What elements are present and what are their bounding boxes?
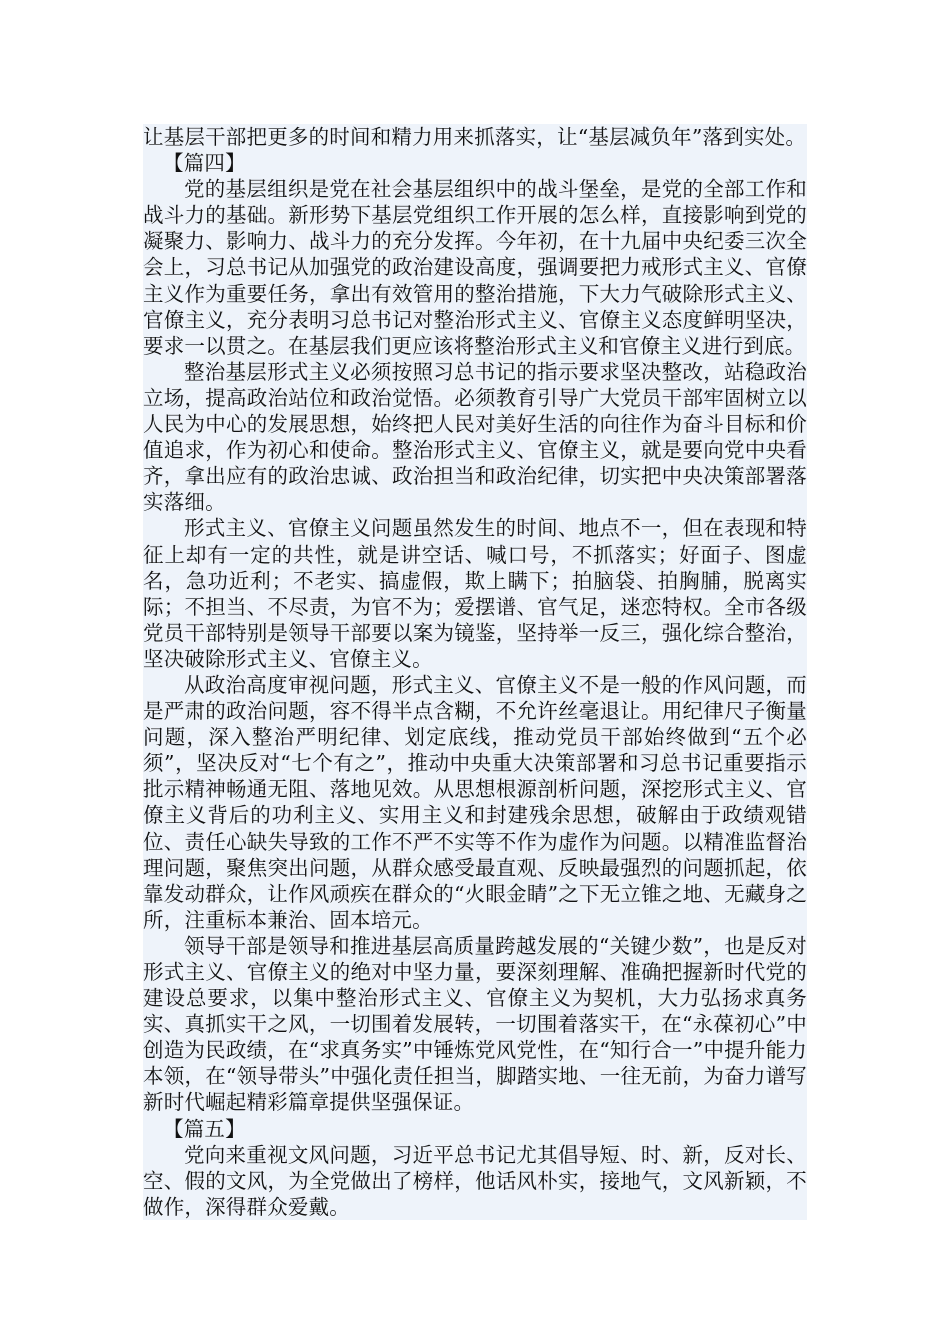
document-body [143,124,807,1220]
section-four-paragraph-5: 领导干部是领导和推进基层高质量跨越发展的“关键少数”，也是反对形式主义、官僚主义的绝对中坚力量，要深刻理解、准确把握新时代党的建设总要求，以集中整治形式主义、官僚主义为契机，大力弘扬求真务实、真抓实干之风，一切围着发展转，一切围着落实干，在“永葆初心”中创造为民政绩，在“求真务实”中锤炼党风党性，在“知行合一”中提升能力本领，在“领导带头”中强化责任担当，脚踏实地、一往无前，为奋力谱写新时代崛起精彩篇章提供坚强保证。 [143,933,807,1115]
section-five-paragraph-1: 党向来重视文风问题，习近平总书记尤其倡导短、时、新，反对长、空、假的文风，为全党做出了榜样，他话风朴实，接地气，文风新颖，不做作，深得群众爱戴。 [143,1142,807,1219]
section-four-heading: 【篇四】 [163,151,246,176]
intro-paragraph: 让基层干部把更多的时间和精力用来抓落实，让“基层减负年”落到实处。 [143,125,807,149]
section-four-paragraph-1: 党的基层组织是党在社会基层组织中的战斗堡垒，是党的全部工作和战斗力的基础。新形势下基层党组织工作开展的怎么样，直接影响到党的凝聚力、影响力、战斗力的充分发挥。今年初，在十九届中央纪委三次全会上，习总书记从加强党的政治建设高度，强调要把力戒形式主义、官僚主义作为重要任务，拿出有效管用的整治措施，下大力气破除形式主义、官僚主义，充分表明习总书记对整治形式主义、官僚主义态度鲜明坚决，要求一以贯之。在基层我们更应该将整治形式主义和官僚主义进行到底。 [143,177,807,358]
section-five-heading: 【篇五】 [163,1116,246,1141]
section-four-paragraph-3: 形式主义、官僚主义问题虽然发生的时间、地点不一，但在表现和特征上却有一定的共性，就是讲空话、喊口号，不抓落实；好面子、图虚名，急功近利；不老实、搞虚假，欺上瞒下；拍脑袋、拍胸脯，脱离实际；不担当、不尽责，为官不为；爱摆谱、官气足，迷恋特权。全市各级党员干部特别是领导干部要以案为镜鉴，坚持举一反三，强化综合整治，坚决破除形式主义、官僚主义。 [143,516,807,671]
section-four-paragraph-2: 整治基层形式主义必须按照习总书记的指示要求坚决整改，站稳政治立场，提高政治站位和政治觉悟。必须教育引导广大党员干部牢固树立以人民为中心的发展思想，始终把人民对美好生活的向往作为奋斗目标和价值追求，作为初心和使命。整治形式主义、官僚主义，就是要向党中央看齐，拿出应有的政治忠诚、政治担当和政治纪律，切实把中央决策部署落实落细。 [143,359,807,515]
section-four-paragraph-4: 从政治高度审视问题，形式主义、官僚主义不是一般的作风问题，而是严肃的政治问题，容不得半点含糊，不允许丝毫退让。用纪律尺子衡量问题，深入整治严明纪律、划定底线，推动党员干部始终做到“五个必须”，坚决反对“七个有之”，推动中央重大决策部署和习总书记重要指示批示精神畅通无阻、落地见效。从思想根源剖析问题，深挖形式主义、官僚主义背后的功利主义、实用主义和封建残余思想，破解由于政绩观错位、责任心缺失导致的工作不严不实等不作为虚作为问题。以精准监督治理问题，聚焦突出问题，从群众感受最直观、反映最强烈的问题抓起，依靠发动群众，让作风顽疾在群众的“火眼金睛”之下无立锥之地、无藏身之所，注重标本兼治、固本培元。 [143,672,807,932]
